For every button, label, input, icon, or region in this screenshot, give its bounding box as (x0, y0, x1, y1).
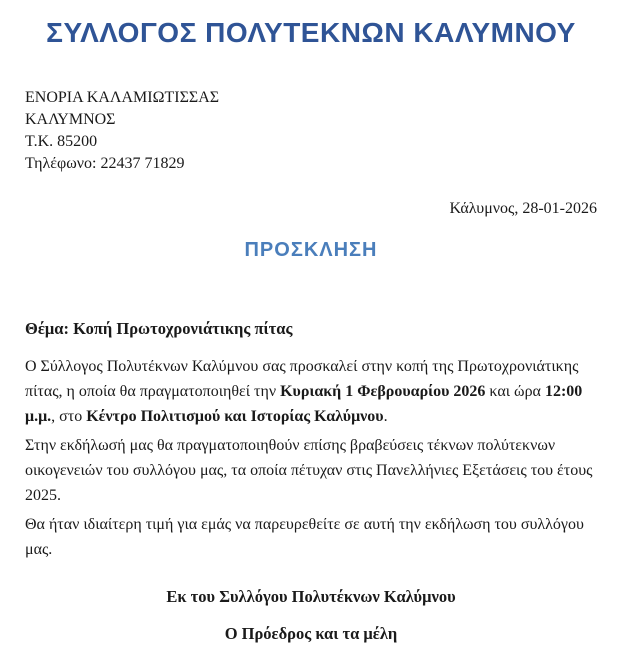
paragraph1-segment: . (383, 408, 388, 425)
invitation-heading: ΠΡΟΣΚΛΗΣΗ (244, 239, 378, 261)
subject-line: Θέμα: Κοπή Πρωτοχρονιάτικης πίτας (25, 319, 293, 338)
event-time: 12:00 μ.μ. (25, 383, 583, 425)
event-date: Κυριακή 1 Φεβρουαρίου 2026 (280, 383, 486, 400)
paragraph1-segment: και ώρα (485, 383, 545, 400)
event-venue: Κέντρο Πολιτισμού και Ιστορίας Καλύμνου (86, 408, 384, 425)
paragraph-invitation (25, 354, 597, 429)
sender-city: ΚΑΛΥΜΝΟΣ (25, 111, 116, 128)
paragraph-honor: Θα ήταν ιδιαίτερη τιμή για εμάς να παρευρεθείτε σε αυτή την εκδήλωση του συλλόγου μας. (25, 516, 584, 558)
closing-organization: Εκ του Συλλόγου Πολυτέκνων Καλύμνου (166, 587, 456, 606)
sender-parish: ΕΝΟΡΙΑ ΚΑΛΑΜΙΩΤΙΣΣΑΣ (25, 89, 220, 106)
sender-postal-code: Τ.Κ. 85200 (25, 133, 98, 150)
paragraph-awards: Στην εκδήλωσή μας θα πραγματοποιηθούν επίσης βραβεύσεις τέκνων πολύτεκνων οικογενειών του συλλόγου μας, τα οποία πέτυχαν στις Πανελλήνιες Εξετάσεις του έτους 2025. (25, 437, 593, 504)
closing-signatories: Ο Πρόεδρος και τα μέλη (224, 624, 398, 643)
sender-phone: Τηλέφωνο: 22437 71829 (25, 155, 185, 172)
paragraph1-segment: Ο Σύλλογος Πολυτέκνων Καλύμνου σας προσκαλεί στην κοπή της Πρωτοχρονιάτικης πίτας, η οποία θα πραγματοποιηθεί την (25, 358, 579, 400)
dateline: Κάλυμνος, 28-01-2026 (449, 200, 597, 217)
organization-title: ΣΥΛΛΟΓΟΣ ΠΟΛΥΤΕΚΝΩΝ ΚΑΛΥΜΝΟΥ (46, 17, 576, 48)
paragraph1-segment: , στο (51, 408, 87, 425)
sender-address-block (25, 87, 597, 175)
